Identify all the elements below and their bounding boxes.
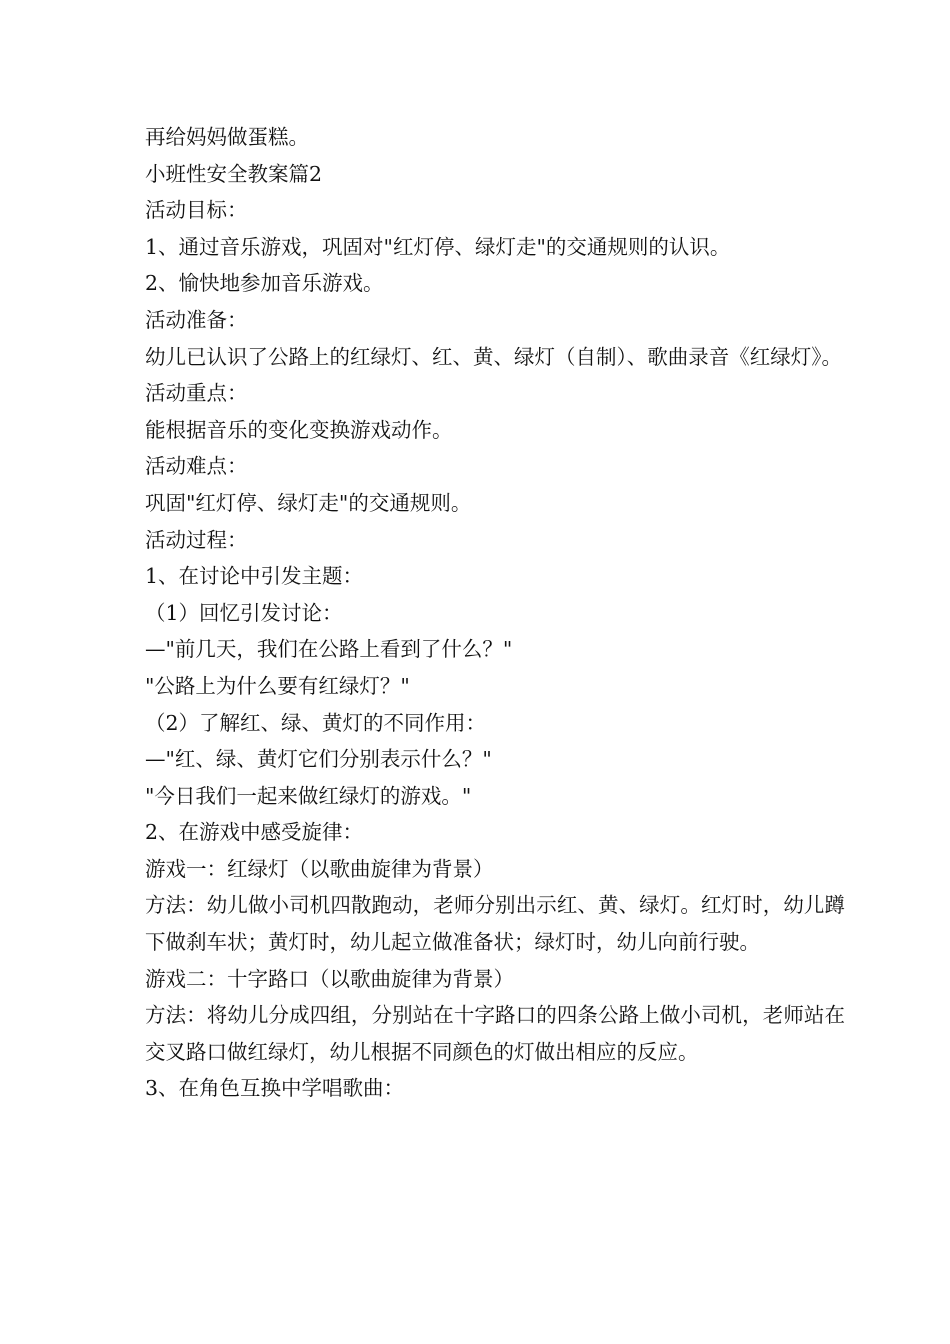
heading-difficulty: 活动难点： (145, 454, 248, 479)
goal-item: 1、通过音乐游戏，巩固对"红灯停、绿灯走"的交通规则的认识。 (145, 234, 731, 259)
document-body (145, 119, 845, 1107)
process-step: 3、在角色互换中学唱歌曲： (145, 1076, 405, 1101)
process-substep: （1）回忆引发讨论： (145, 600, 343, 625)
game-method: 方法：幼儿做小司机四散跑动，老师分别出示红、黄、绿灯。红灯时，幼儿蹲下做刹车状；黄灯时，幼儿起立做准备状；绿灯时，幼儿向前行驶。 (145, 893, 845, 955)
dialogue-line: "今日我们一起来做红绿灯的游戏。" (145, 783, 472, 808)
heading-activity-process: 活动过程： (145, 527, 248, 552)
section-title: 小班性安全教案篇2 (145, 161, 323, 186)
goal-item: 2、愉快地参加音乐游戏。 (145, 271, 384, 296)
key-point-text: 能根据音乐的变化变换游戏动作。 (145, 417, 453, 442)
dialogue-line: "公路上为什么要有红绿灯？" (145, 673, 410, 698)
process-step: 2、在游戏中感受旋律： (145, 820, 364, 845)
game-method: 方法：将幼儿分成四组，分别站在十字路口的四条公路上做小司机，老师站在交叉路口做红绿灯，幼儿根据不同颜色的灯做出相应的反应。 (145, 1003, 845, 1064)
heading-key-point: 活动重点： (145, 381, 248, 406)
process-substep: （2）了解红、绿、黄灯的不同作用： (145, 710, 487, 735)
game-title: 游戏二：十字路口（以歌曲旋律为背景） (145, 966, 514, 991)
difficulty-text: 巩固"红灯停、绿灯走"的交通规则。 (145, 490, 472, 515)
heading-activity-goals: 活动目标： (145, 198, 248, 223)
text-line: 再给妈妈做蛋糕。 (145, 125, 309, 149)
preparation-text: 幼儿已认识了公路上的红绿灯、红、黄、绿灯（自制）、歌曲录音《红绿灯》。 (145, 344, 842, 369)
process-step: 1、在讨论中引发主题： (145, 564, 364, 589)
game-title: 游戏一：红绿灯（以歌曲旋律为背景） (145, 856, 494, 881)
dialogue-line: —"红、绿、黄灯它们分别表示什么？" (145, 747, 492, 772)
dialogue-line: —"前几天，我们在公路上看到了什么？" (145, 637, 513, 662)
heading-activity-preparation: 活动准备： (145, 307, 248, 332)
